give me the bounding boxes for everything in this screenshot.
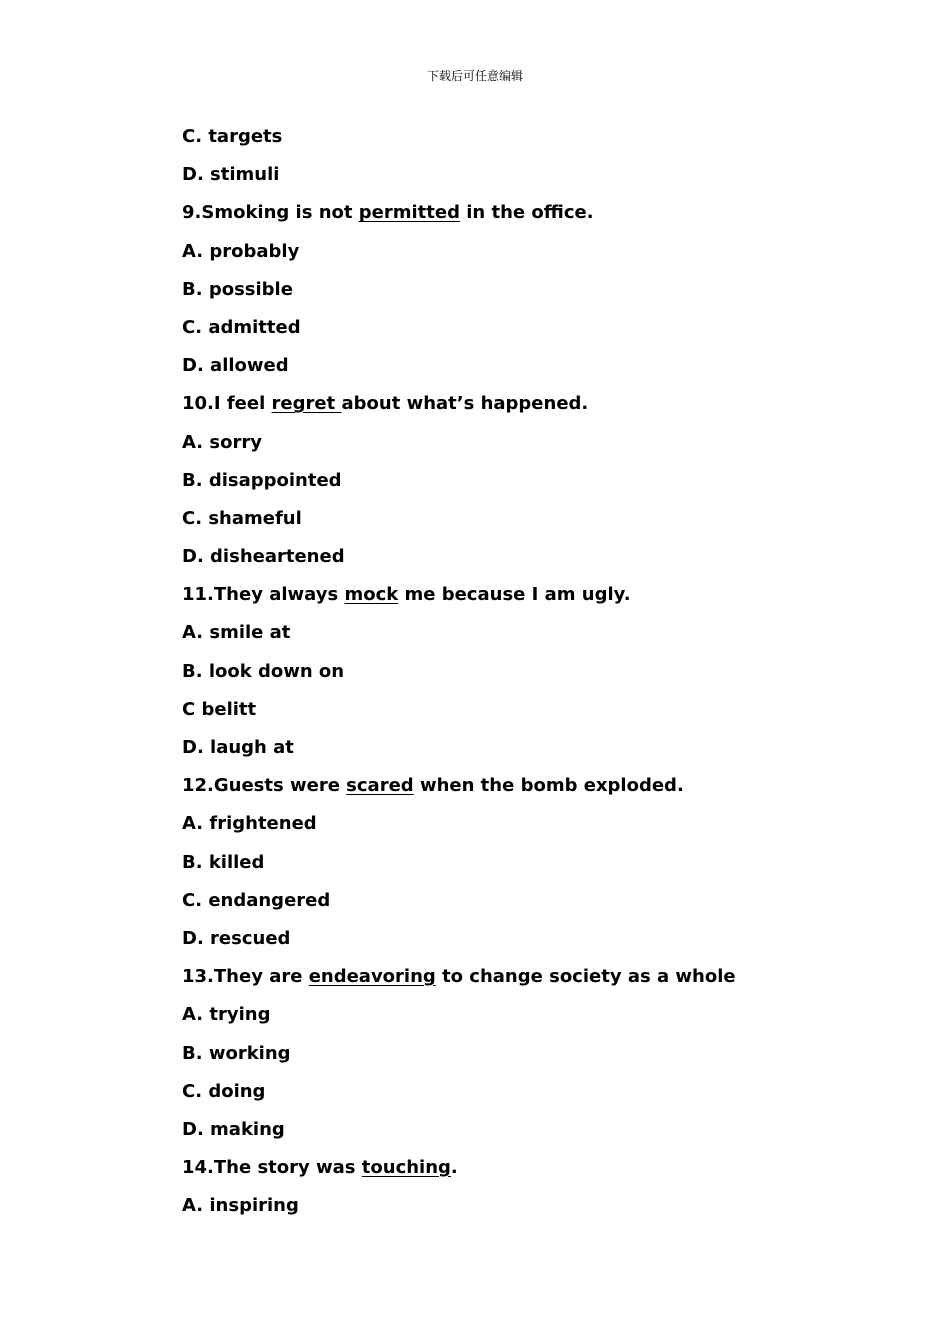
question-text-after: about what’s happened. (341, 393, 589, 415)
question-list (182, 124, 882, 1231)
question-text-after: me because I am ugly. (398, 584, 631, 606)
question-text-before: 13.They are (182, 966, 309, 988)
question-stem (182, 773, 882, 811)
answer-option: D. allowed (182, 355, 289, 377)
question-stem (182, 582, 882, 620)
answer-option: D. rescued (182, 927, 291, 949)
question-text-after: to change society as a whole (435, 966, 736, 988)
answer-option: C. doing (182, 1080, 266, 1102)
answer-option: B. working (182, 1042, 291, 1064)
question-stem (182, 391, 882, 429)
answer-option: B. killed (182, 851, 265, 873)
answer-option: D. disheartened (182, 546, 345, 568)
page-header: 下载后可任意编辑 (426, 69, 523, 83)
answer-option: C. shameful (182, 507, 302, 529)
question-text-before: 12.Guests were (182, 775, 347, 797)
underlined-keyword: endeavoring (308, 966, 436, 988)
underlined-keyword: regret (271, 393, 342, 415)
question-text-after: in the office. (459, 202, 594, 224)
question-text-before: 14.The story was (182, 1157, 362, 1179)
question-text-before: 11.They always (182, 584, 345, 606)
question-text-before: 10.I feel (182, 393, 272, 415)
answer-option: D. laugh at (182, 737, 294, 758)
question-text-after: . (450, 1157, 458, 1179)
question-stem (182, 200, 882, 238)
answer-option: A. smile at (182, 622, 291, 644)
answer-option: D. stimuli (182, 164, 280, 186)
underlined-keyword: mock (344, 584, 399, 606)
underlined-keyword: touching (361, 1157, 451, 1179)
answer-option: A. trying (182, 1004, 271, 1026)
question-text-after: when the bomb exploded. (413, 775, 684, 797)
underlined-keyword: scared (346, 775, 414, 797)
question-stem (182, 964, 882, 1002)
answer-option: C. endangered (182, 889, 331, 911)
answer-option: A. frightened (182, 813, 317, 835)
underlined-keyword: permitted (358, 202, 460, 224)
answer-option: B. possible (182, 278, 293, 300)
question-stem (182, 1155, 882, 1193)
answer-option: A. sorry (182, 431, 262, 453)
answer-option: C. targets (182, 126, 283, 147)
answer-option: B. look down on (182, 660, 345, 682)
answer-option: A. probably (182, 240, 300, 262)
answer-option: D. making (182, 1118, 285, 1140)
answer-option: C. admitted (182, 316, 301, 338)
answer-option: B. disappointed (182, 469, 342, 491)
answer-option: A. inspiring (182, 1195, 299, 1217)
answer-option: C belitt (182, 698, 257, 720)
question-text-before: 9.Smoking is not (182, 202, 359, 224)
